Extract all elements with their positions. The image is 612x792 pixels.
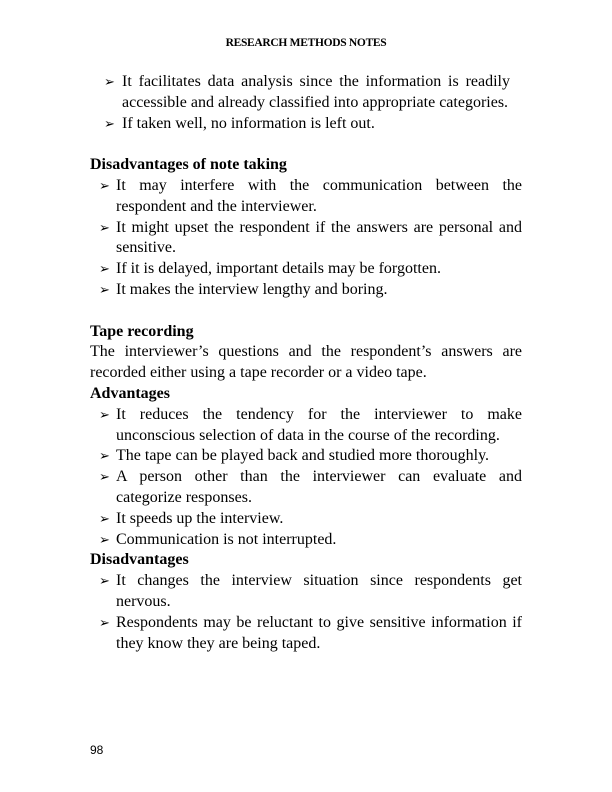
intro-list	[90, 72, 522, 134]
list-item-text: Communication is not interrupted.	[116, 530, 337, 548]
arrow-bullet-icon: ➢	[99, 448, 110, 464]
subheading-disadvantages: Disadvantages	[90, 551, 189, 569]
section-heading: Tape recording	[90, 322, 194, 340]
list-item	[99, 446, 522, 467]
list-item-text: It speeds up the interview.	[116, 509, 284, 527]
running-header: RESEARCH METHODS NOTES	[225, 37, 387, 49]
list-item-text: If it is delayed, important details may be forgotten.	[116, 260, 441, 278]
page-number: 98	[90, 743, 104, 757]
list-item-text: The tape can be played back and studied more thoroughly.	[116, 447, 490, 465]
section-heading: Disadvantages of note taking	[90, 156, 287, 174]
arrow-bullet-icon: ➢	[99, 614, 110, 630]
list-item	[99, 467, 522, 509]
list-item	[99, 176, 522, 218]
arrow-bullet-icon: ➢	[99, 573, 110, 589]
arrow-bullet-icon: ➢	[99, 510, 110, 526]
arrow-bullet-icon: ➢	[99, 469, 110, 485]
subheading-advantages: Advantages	[90, 384, 171, 402]
list-item-text: It reduces the tendency for the interviewer to make unconscious selection of data in the course of the recording.	[116, 405, 522, 444]
list-item-text: A person other than the interviewer can evaluate and categorize responses.	[116, 468, 522, 506]
note-disadvantages-list	[90, 176, 522, 301]
arrow-bullet-icon: ➢	[104, 74, 115, 89]
arrow-bullet-icon: ➢	[99, 177, 110, 193]
list-item-text: It might upset the respondent if the answers are personal and sensitive.	[116, 218, 522, 257]
list-item-text: It makes the interview lengthy and boring.	[116, 280, 388, 298]
list-item	[99, 259, 522, 280]
list-item-text: It facilitates data analysis since the information is readily accessible and already classified into appropriate categories.	[122, 73, 510, 111]
list-item	[99, 405, 522, 447]
arrow-bullet-icon: ➢	[104, 115, 115, 131]
list-item-text: Respondents may be reluctant to give sensitive information if they know they are being taped.	[116, 613, 522, 652]
arrow-bullet-icon: ➢	[99, 406, 110, 422]
list-item	[99, 509, 522, 530]
list-item-text: It may interfere with the communication between the respondent and the interviewer.	[116, 176, 522, 215]
page-body	[90, 72, 522, 654]
tape-advantages-list	[90, 405, 522, 551]
list-item	[99, 530, 522, 551]
arrow-bullet-icon: ➢	[99, 219, 110, 235]
list-item-text: If taken well, no information is left out.	[122, 114, 375, 132]
list-item	[104, 72, 510, 114]
list-item	[99, 613, 522, 655]
arrow-bullet-icon: ➢	[99, 531, 110, 547]
paragraph: The interviewer’s questions and the respondent’s answers are recorded either using a tape recorder or a video tape.	[90, 343, 522, 382]
list-item	[99, 280, 522, 301]
arrow-bullet-icon: ➢	[99, 281, 110, 297]
list-item	[99, 218, 522, 260]
list-item	[99, 571, 522, 613]
list-item	[104, 114, 510, 135]
tape-disadvantages-list	[90, 571, 522, 654]
list-item-text: It changes the interview situation since respondents get nervous.	[116, 572, 522, 610]
arrow-bullet-icon: ➢	[99, 261, 110, 277]
